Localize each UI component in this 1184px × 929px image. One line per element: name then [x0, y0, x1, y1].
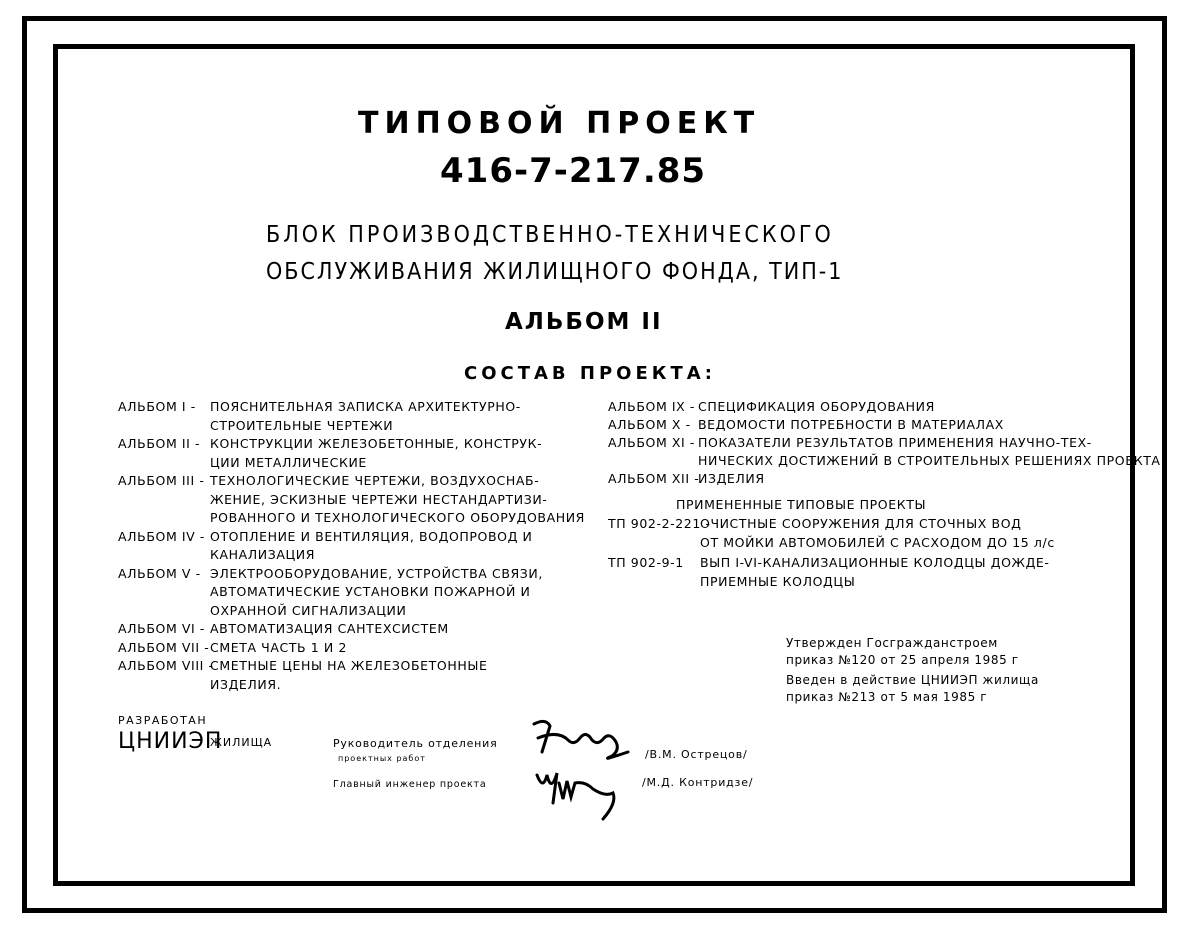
signature-chief [533, 763, 621, 823]
head-subtitle: проектных работ [338, 754, 426, 763]
left-album-text: СМЕТНЫЕ ЦЕНЫ НА ЖЕЛЕЗОБЕТОННЫЕ [210, 658, 488, 673]
left-album-text: КАНАЛИЗАЦИЯ [210, 547, 316, 562]
approval-line3: Введен в действие ЦНИИЭП жилища [786, 673, 1039, 687]
applied-projects-title: ПРИМЕНЕННЫЕ ТИПОВЫЕ ПРОЕКТЫ [676, 497, 927, 512]
left-album-text: ЭЛЕКТРООБОРУДОВАНИЕ, УСТРОЙСТВА СВЯЗИ, [210, 565, 543, 581]
left-album-label: АЛЬБОМ I - [118, 399, 196, 414]
developer-label: РАЗРАБОТАН [118, 714, 208, 727]
left-album-text: ЖЕНИЕ, ЭСКИЗНЫЕ ЧЕРТЕЖИ НЕСТАНДАРТИЗИ- [210, 491, 548, 507]
left-album-text: АВТОМАТИЧЕСКИЕ УСТАНОВКИ ПОЖАРНОЙ И [210, 584, 531, 599]
left-album-text: РОВАННОГО И ТЕХНОЛОГИЧЕСКОГО ОБОРУДОВАНИЯ [210, 510, 585, 525]
right-album-label: АЛЬБОМ XI - [608, 435, 696, 450]
applied-project-text: ПРИЕМНЫЕ КОЛОДЦЫ [700, 574, 856, 589]
album-number: АЛЬБОМ II [505, 309, 663, 335]
left-album-text: ОТОПЛЕНИЕ И ВЕНТИЛЯЦИЯ, ВОДОПРОВОД И [210, 528, 533, 544]
head-title: Руководитель отделения [333, 737, 498, 750]
doc-title: ТИПОВОЙ ПРОЕКТ [358, 106, 761, 141]
approval-line2: приказ №120 от 25 апреля 1985 г [786, 653, 1019, 667]
approval-line1: Утвержден Госгражданстроем [786, 636, 998, 650]
left-album-text: ЦИИ МЕТАЛЛИЧЕСКИЕ [210, 454, 367, 470]
left-album-label: АЛЬБОМ VIII - [118, 658, 214, 673]
right-album-label: АЛЬБОМ IX - [608, 399, 696, 414]
right-album-text: НИЧЕСКИХ ДОСТИЖЕНИЙ В СТРОИТЕЛЬНЫХ РЕШЕНИЯХ ПРОЕКТА [698, 453, 1161, 468]
applied-project-label: ТП 902-9-1 [608, 555, 684, 570]
right-album-text: ПОКАЗАТЕЛИ РЕЗУЛЬТАТОВ ПРИМЕНЕНИЯ НАУЧНО-ТЕХ- [698, 435, 1092, 450]
left-album-text: КОНСТРУКЦИИ ЖЕЛЕЗОБЕТОННЫЕ, КОНСТРУК- [210, 436, 543, 451]
project-name-line1: БЛОК ПРОИЗВОДСТВЕННО-ТЕХНИЧЕСКОГО [266, 222, 834, 248]
left-album-label: АЛЬБОМ VII - [118, 639, 210, 655]
right-album-text: СПЕЦИФИКАЦИЯ ОБОРУДОВАНИЯ [698, 399, 935, 414]
right-album-text: ВЕДОМОСТИ ПОТРЕБНОСТИ В МАТЕРИАЛАХ [698, 417, 1004, 432]
composition-title: СОСТАВ ПРОЕКТА: [464, 363, 716, 384]
left-album-label: АЛЬБОМ VI - [118, 621, 206, 636]
left-album-text: ТЕХНОЛОГИЧЕСКИЕ ЧЕРТЕЖИ, ВОЗДУХОСНАБ- [210, 473, 540, 488]
left-album-text: СТРОИТЕЛЬНЫЕ ЧЕРТЕЖИ [210, 417, 394, 433]
left-album-text: ПОЯСНИТЕЛЬНАЯ ЗАПИСКА АРХИТЕКТУРНО- [210, 399, 521, 414]
chief-name: /М.Д. Контридзе/ [642, 776, 754, 789]
right-album-text: ИЗДЕЛИЯ [698, 471, 765, 486]
developer-org: ЦНИИЭП [118, 729, 223, 754]
applied-project-text: ВЫП I-VI-КАНАЛИЗАЦИОННЫЕ КОЛОДЦЫ ДОЖДЕ- [700, 555, 1050, 570]
developer-org-suffix: ЖИЛИЩА [210, 736, 273, 749]
chief-title: Главный инженер проекта [333, 779, 487, 790]
left-album-label: АЛЬБОМ II - [118, 436, 201, 451]
right-album-label: АЛЬБОМ X - [608, 417, 691, 432]
applied-project-label: ТП 902-2-221 - [608, 516, 711, 531]
left-album-text: ОХРАННОЙ СИГНАЛИЗАЦИИ [210, 602, 407, 618]
left-album-label: АЛЬБОМ IV - [118, 528, 206, 544]
left-album-text: АВТОМАТИЗАЦИЯ САНТЕХСИСТЕМ [210, 621, 449, 636]
left-album-text: ИЗДЕЛИЯ. [210, 676, 282, 692]
right-album-label: АЛЬБОМ XII - [608, 471, 700, 486]
applied-project-text: ОТ МОЙКИ АВТОМОБИЛЕЙ С РАСХОДОМ ДО 15 л/с [700, 535, 1055, 550]
applied-project-text: ОЧИСТНЫЕ СООРУЖЕНИЯ ДЛЯ СТОЧНЫХ ВОД [700, 516, 1022, 531]
approval-line4: приказ №213 от 5 мая 1985 г [786, 690, 988, 704]
left-album-text: СМЕТА ЧАСТЬ 1 И 2 [210, 639, 348, 655]
signature-head [528, 716, 640, 764]
head-name: /В.М. Острецов/ [645, 748, 748, 761]
left-album-label: АЛЬБОМ V - [118, 565, 201, 581]
project-name-line2: ОБСЛУЖИВАНИЯ ЖИЛИЩНОГО ФОНДА, ТИП-1 [266, 259, 844, 285]
project-number: 416-7-217.85 [440, 151, 707, 191]
left-album-label: АЛЬБОМ III - [118, 473, 205, 488]
